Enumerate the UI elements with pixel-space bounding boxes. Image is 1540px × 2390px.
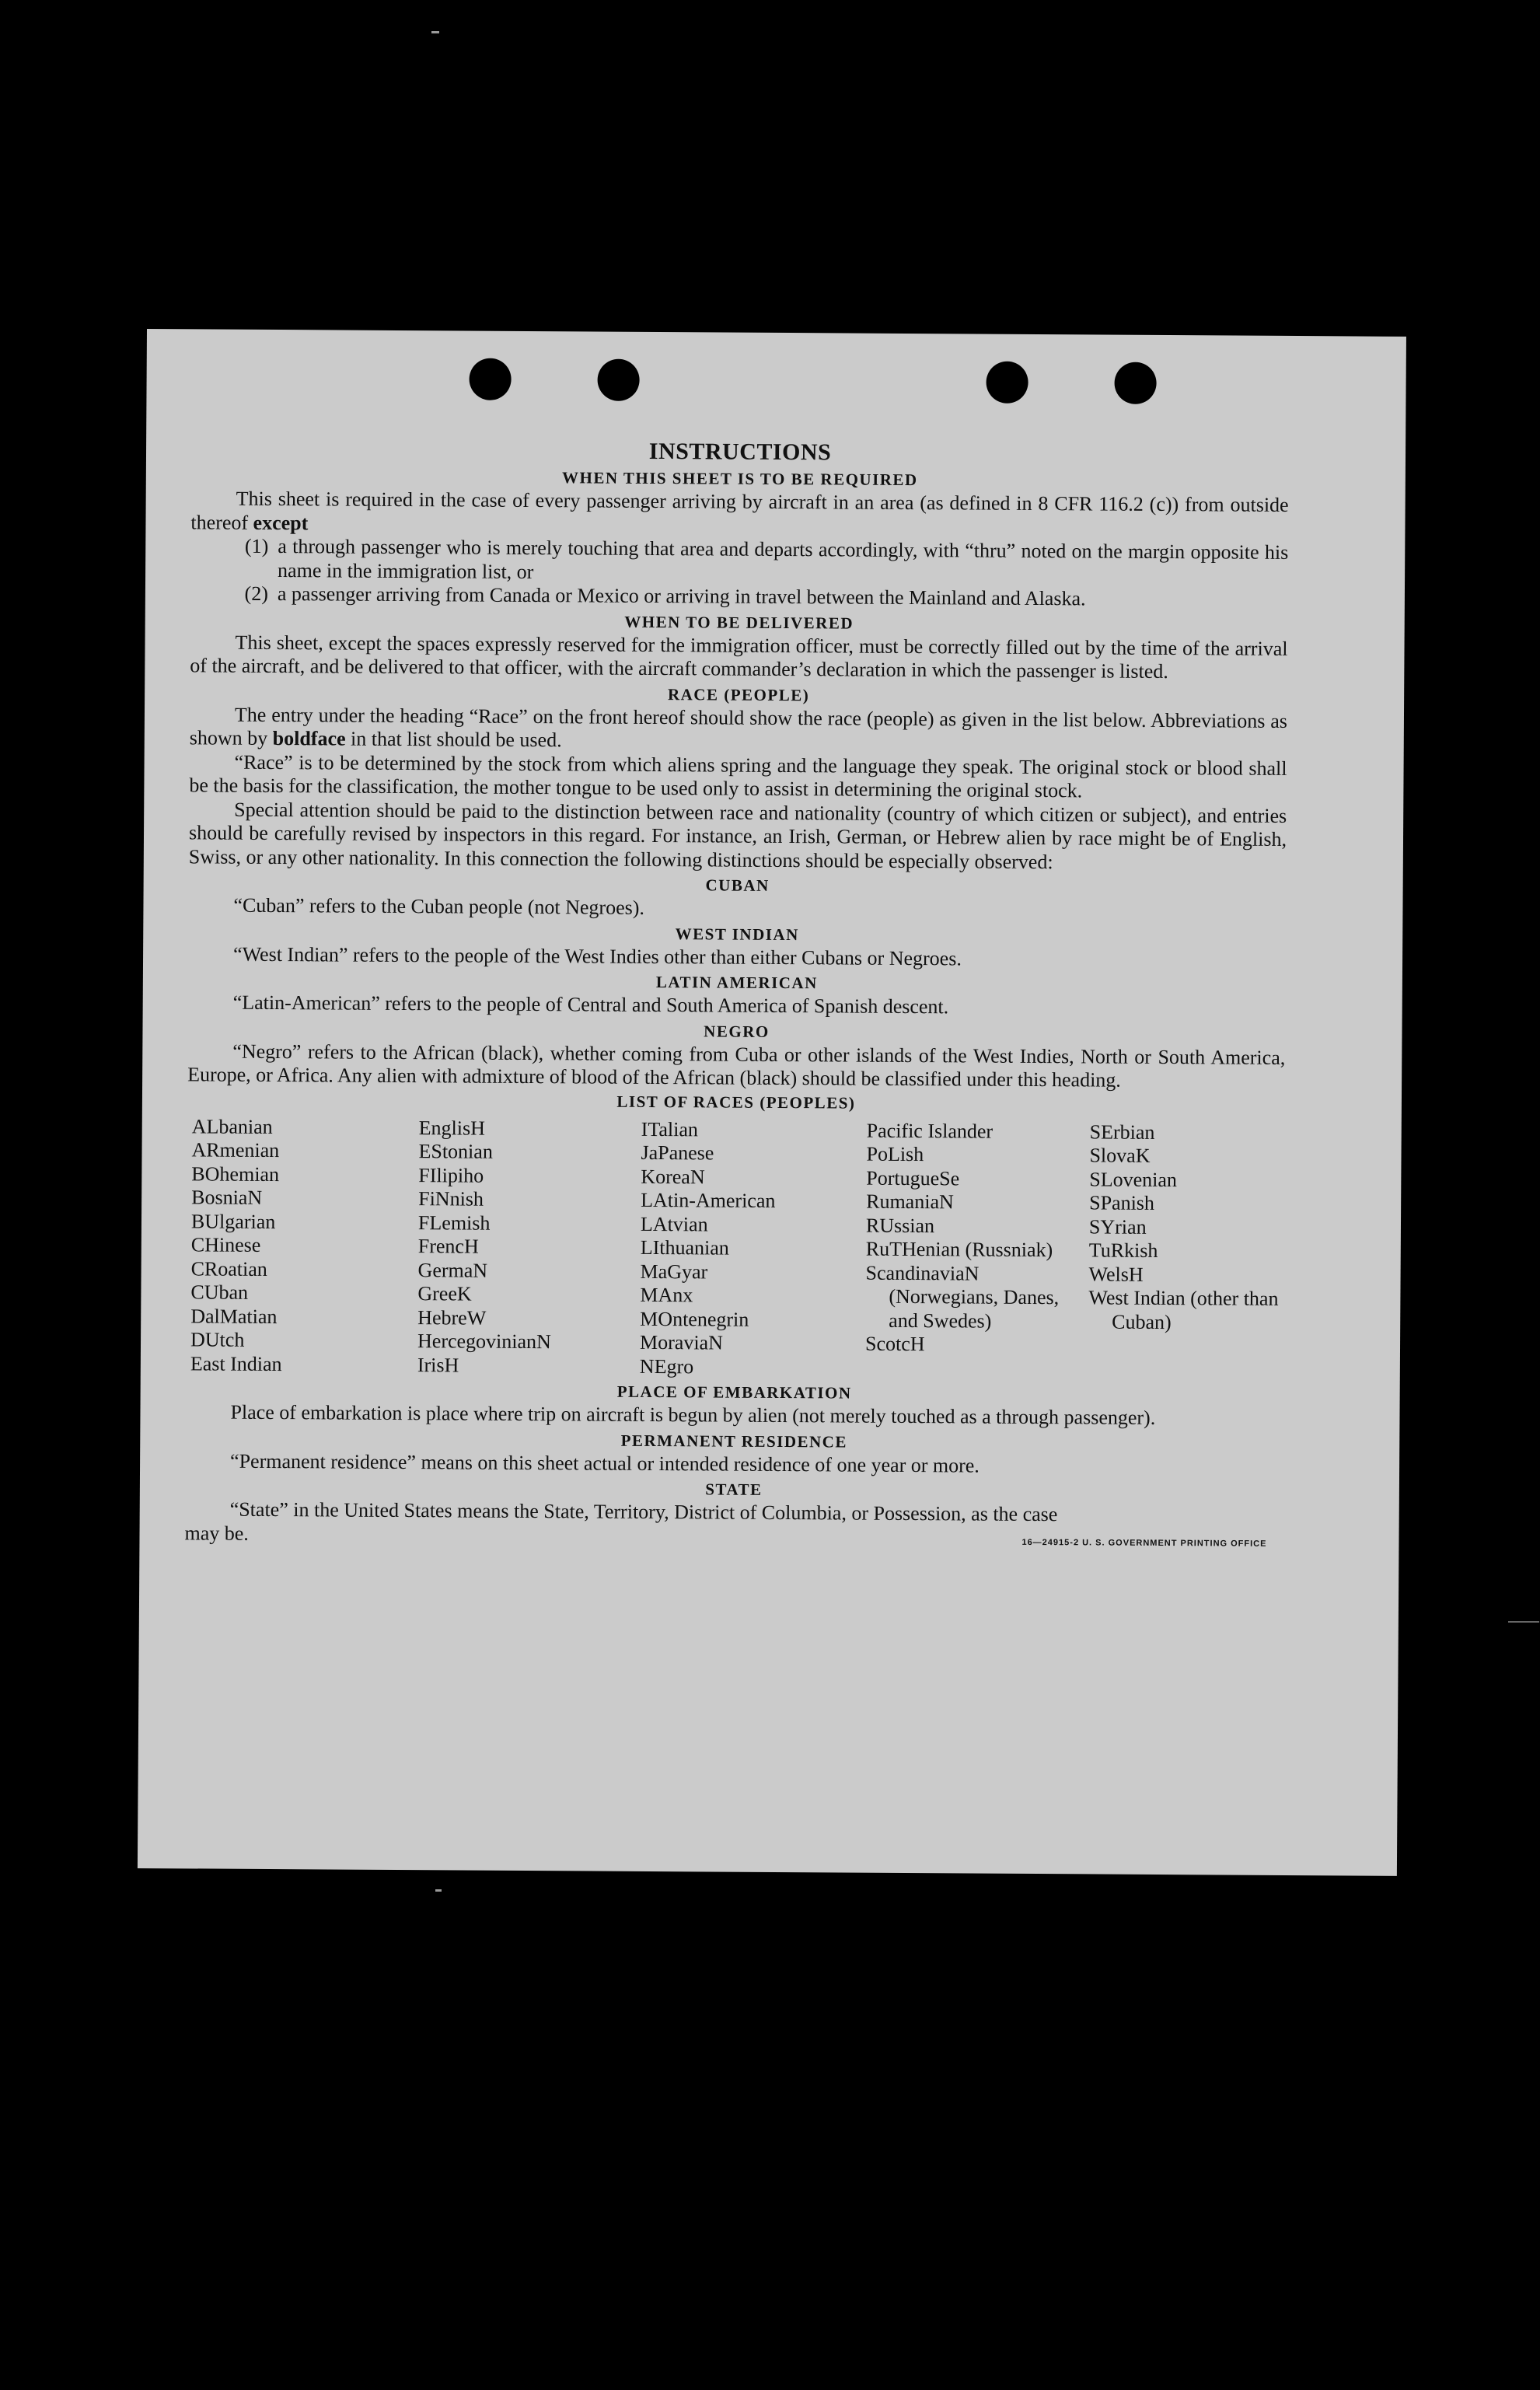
negro-text: “Negro” refers to the African (black), whether coming from Cuba or other islands of the West Indies, North or South America, Europe, or Africa. Any alien with admixture of blood of the African (black) should be classified under this heading.: [187, 1040, 1286, 1092]
when-delivered-text: This sheet, except the spaces expressly reserved for the immigration officer, must be correctly filled out by the time of the arrival of the aircraft, and be delivered to that officer, with the aircraft commander’s declaration in which the passenger is listed.: [190, 631, 1288, 683]
race-paragraph-1: [190, 703, 1287, 757]
punch-hole: [469, 358, 511, 400]
scan-speck: [1508, 1621, 1539, 1623]
state-footer-row: [184, 1522, 1282, 1556]
when-required-except: except: [253, 511, 309, 534]
instruction-sheet: [138, 329, 1406, 1876]
race-entry: SLovenian: [1089, 1167, 1178, 1191]
race-entry: FLemish: [417, 1211, 491, 1235]
residence-text: “Permanent residence” means on this sheet actual or intended residence of one year or more.: [230, 1449, 980, 1477]
race-entry: EStonian: [418, 1140, 493, 1163]
scan-speck: [435, 1889, 442, 1892]
punch-hole: [986, 362, 1028, 404]
scan-speck: [431, 31, 439, 33]
heading-negro: NEGRO: [704, 1021, 770, 1041]
race-entry: SPanish: [1089, 1191, 1155, 1214]
race-p1-after: in that list should be used.: [350, 727, 562, 752]
race-entry: RuTHenian (Russniak): [865, 1237, 1053, 1262]
races-column: [417, 1116, 641, 1378]
heading-cuban: CUBAN: [705, 875, 770, 895]
race-entry: ARmenian: [191, 1138, 280, 1162]
race-entry: Pacific Islander: [866, 1119, 993, 1143]
race-entry: JaPanese: [641, 1141, 714, 1165]
race-entry: FiNnish: [418, 1187, 484, 1211]
race-entry: SYrian: [1088, 1214, 1147, 1239]
heading-when-required: WHEN THIS SHEET IS TO BE REQUIRED: [561, 468, 918, 490]
heading-west-indian: WEST INDIAN: [675, 924, 799, 944]
race-entry: BOhemian: [191, 1162, 280, 1186]
sheet-content: [184, 434, 1289, 1556]
race-entry: CHinese: [190, 1233, 261, 1256]
exception-item: [190, 534, 1288, 589]
when-required-intro-text: This sheet is required in the case of every passenger arriving by aircraft in an area (as defined in 8 CFR 116.2 (c)) from outside thereof: [190, 487, 1289, 534]
race-entry: DUtch: [190, 1328, 245, 1351]
race-entry: HercegovinianN: [417, 1330, 551, 1354]
race-entry: ScandinaviaN (Norwegians, Danes, and Swedes): [865, 1261, 1060, 1333]
race-entry: SlovaK: [1089, 1144, 1151, 1167]
race-paragraph-3: Special attention should be paid to the distinction between race and nationality (country of which citizen or subject), and entries should be carefully revised by inspectors in this regard. For instance, an Irish, German, or Hebrew alien by race might be of English, Swiss, or any other nationality. In this connection the following distinctions should be especially observed:: [188, 798, 1287, 873]
race-entry: WelsH: [1088, 1262, 1144, 1286]
punch-hole: [597, 359, 639, 401]
race-entry: CRoatian: [190, 1256, 267, 1281]
race-entry: RumaniaN: [866, 1190, 954, 1214]
race-entry: LAtvian: [640, 1212, 708, 1235]
race-entry: DalMatian: [190, 1304, 278, 1328]
race-entry: RUssian: [865, 1214, 935, 1237]
race-entry: MaGyar: [640, 1260, 708, 1283]
race-paragraph-2: “Race” is to be determined by the stock from which aliens spring and the language they speak. The original stock or blood shall be the basis for the classification, the mother tongue to be used only to assist in determining the original stock.: [189, 750, 1287, 802]
heading-latin-american: LATIN AMERICAN: [655, 973, 818, 993]
races-column: [1088, 1120, 1290, 1382]
race-entry: PoLish: [866, 1142, 924, 1166]
printing-office-code: 16—24915-2 U. S. GOVERNMENT PRINTING OFFICE: [1021, 1537, 1267, 1549]
races-column: [640, 1117, 867, 1379]
race-entry: BosniaN: [191, 1186, 263, 1209]
race-entry: ALbanian: [191, 1114, 273, 1138]
heading-when-delivered: WHEN TO BE DELIVERED: [624, 612, 854, 633]
race-entry: LIthuanian: [640, 1235, 729, 1260]
race-entry: ITalian: [641, 1117, 699, 1141]
state-text-end: may be.: [184, 1521, 249, 1545]
race-entry: MoraviaN: [639, 1330, 723, 1354]
race-entry: HebreW: [417, 1305, 487, 1330]
race-p1-before: The entry under the heading “Race” on the front hereof should show the race (people) as given in the list below. Abbreviations as shown by: [189, 703, 1288, 749]
heading-permanent-residence: PERMANENT RESIDENCE: [620, 1431, 847, 1452]
race-entry: ScotcH: [864, 1332, 925, 1356]
races-column: [865, 1119, 1090, 1381]
race-entry: PortugueSe: [866, 1166, 960, 1190]
race-entry: West Indian (other than Cuban): [1088, 1286, 1279, 1333]
race-entry: IrisH: [417, 1353, 459, 1376]
race-entry: FrencH: [417, 1235, 479, 1258]
race-entry: SErbian: [1089, 1120, 1155, 1144]
race-entry: CUban: [190, 1281, 249, 1304]
cuban-text: “Cuban” refers to the Cuban people (not Negroes).: [233, 893, 645, 919]
race-entry: EnglisH: [418, 1116, 486, 1140]
race-entry: MOntenegrin: [640, 1307, 749, 1331]
punch-hole: [1114, 362, 1156, 404]
race-entry: GermaN: [417, 1258, 488, 1282]
races-list: [190, 1115, 1285, 1382]
heading-list-of-races: LIST OF RACES (PEOPLES): [616, 1092, 856, 1113]
race-entry: BUlgarian: [190, 1209, 276, 1233]
heading-race: RACE (PEOPLE): [667, 684, 810, 704]
latin-american-text: “Latin-American” refers to the people of Central and South America of Spanish descent.: [232, 991, 949, 1019]
page-title: INSTRUCTIONS: [648, 438, 832, 466]
race-entry: NEgro: [639, 1354, 694, 1378]
west-indian-text: “West Indian” refers to the people of the West Indies other than either Cubans or Negroes.: [233, 942, 962, 970]
race-p1-bold: boldface: [272, 726, 346, 750]
race-entry: FIlipiho: [418, 1163, 484, 1187]
exception-text: a passenger arriving from Canada or Mexico or arriving in travel between the Mainland and Alaska.: [277, 582, 1086, 610]
race-entry: LAtin-American: [641, 1188, 776, 1212]
race-entry: TuRkish: [1088, 1239, 1158, 1262]
race-entry: MAnx: [640, 1283, 693, 1307]
heading-place-of-embarkation: PLACE OF EMBARKATION: [616, 1382, 852, 1403]
when-required-intro: [190, 487, 1288, 541]
state-text: “State” in the United States means the State, Territory, District of Columbia, or Possession, as the case: [229, 1497, 1058, 1526]
exception-text: a through passenger who is merely touching that area and departs accordingly, with “thru” noted on the margin opposite his name in the immigration list, or: [278, 535, 1289, 583]
exception-number: (1): [244, 534, 269, 557]
heading-state: STATE: [705, 1480, 763, 1499]
race-entry: GreeK: [417, 1282, 472, 1305]
embarkation-text: Place of embarkation is place where trip on aircraft is begun by alien (not merely touched as a through passenger).: [230, 1400, 1156, 1429]
exception-number: (2): [244, 582, 269, 605]
race-entry: East Indian: [190, 1351, 282, 1375]
races-column: [190, 1115, 419, 1377]
race-entry: KoreaN: [641, 1165, 705, 1188]
